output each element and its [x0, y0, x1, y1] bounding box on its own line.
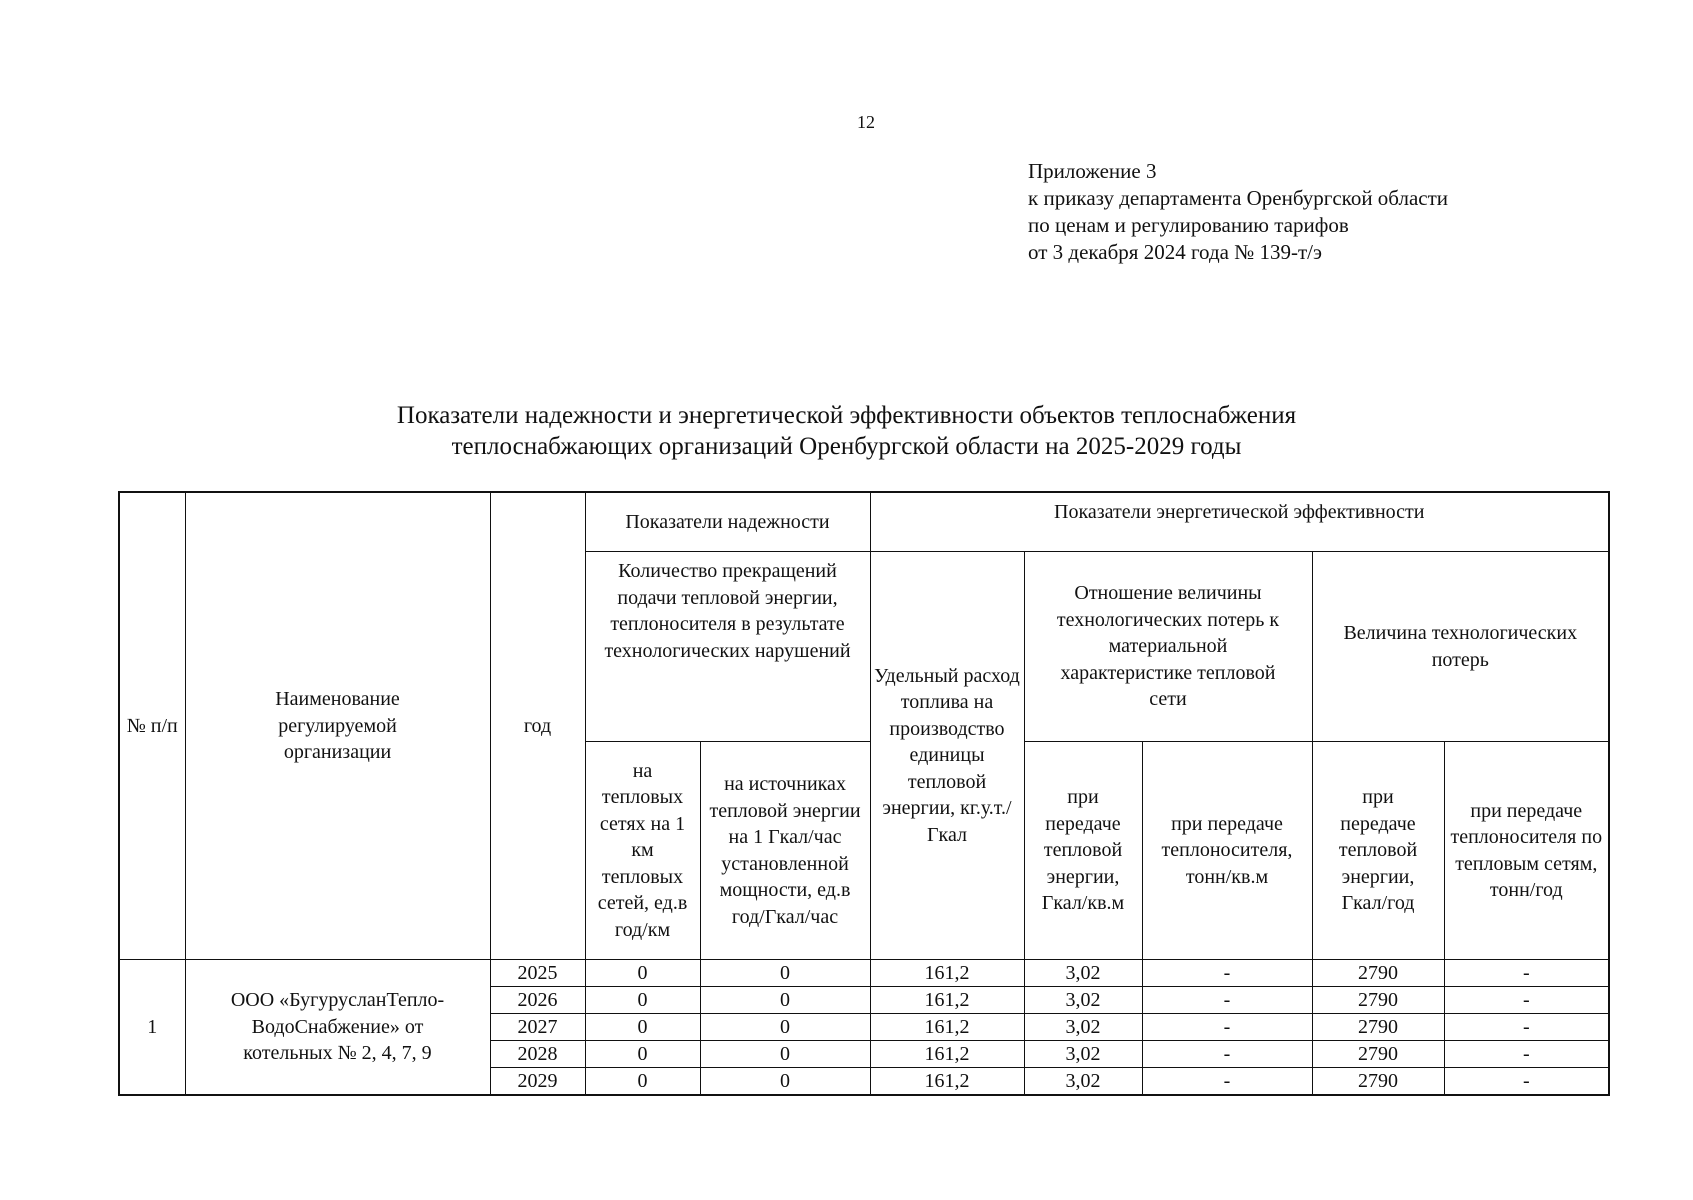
header-loss-ratio-carrier: при передаче теплоносителя, тонн/кв.м: [1142, 742, 1312, 960]
loss-ratio-carrier-cell: -: [1142, 987, 1312, 1014]
header-fuel: Удельный расход топлива на производство единицы тепловой энергии, кг.у.т./Гкал: [870, 552, 1024, 960]
loss-ratio-heat-cell: 3,02: [1024, 1014, 1142, 1041]
loss-ratio-carrier-cell: -: [1142, 960, 1312, 987]
year-cell: 2027: [490, 1014, 585, 1041]
loss-value-heat-cell: 2790: [1312, 987, 1444, 1014]
header-loss-ratio: Отношение величины технологических потерь к материальной характеристике тепловой сети: [1024, 552, 1312, 742]
loss-ratio-heat-cell: 3,02: [1024, 960, 1142, 987]
loss-ratio-carrier-cell: -: [1142, 1068, 1312, 1096]
appendix-line: от 3 декабря 2024 года № 139-т/э: [1028, 240, 1322, 264]
fuel-cell: 161,2: [870, 960, 1024, 987]
appendix-line: по ценам и регулированию тарифов: [1028, 213, 1349, 237]
loss-value-carrier-cell: -: [1444, 960, 1609, 987]
fuel-cell: 161,2: [870, 987, 1024, 1014]
header-stoppages: Количество прекращений подачи тепловой энергии, теплоносителя в результате технологических нарушений: [585, 552, 870, 742]
loss-value-heat-cell: 2790: [1312, 960, 1444, 987]
header-year: год: [490, 492, 585, 960]
loss-value-carrier-cell: -: [1444, 987, 1609, 1014]
org-name-cell: ООО «БугурусланТепло-ВодоСнабжение» от котельных № 2, 4, 7, 9: [185, 960, 490, 1096]
loss-value-heat-cell: 2790: [1312, 1041, 1444, 1068]
year-cell: 2026: [490, 987, 585, 1014]
title-line: Показатели надежности и энергетической эффективности объектов теплоснабжения: [396, 402, 1297, 429]
loss-ratio-carrier-cell: -: [1142, 1014, 1312, 1041]
header-efficiency: Показатели энергетической эффективности: [870, 492, 1609, 552]
stop-networks-cell: 0: [585, 1041, 700, 1068]
stop-sources-cell: 0: [700, 960, 870, 987]
appendix-line: к приказу департамента Оренбургской области: [1028, 186, 1448, 210]
appendix-block: [1028, 158, 1448, 266]
fuel-cell: 161,2: [870, 1068, 1024, 1096]
header-loss-value-carrier: при передаче теплоносителя по тепловым сетям, тонн/год: [1444, 742, 1609, 960]
loss-ratio-carrier-cell: -: [1142, 1041, 1312, 1068]
stop-sources-cell: 0: [700, 987, 870, 1014]
appendix-line: Приложение 3: [1028, 159, 1157, 183]
loss-value-carrier-cell: -: [1444, 1041, 1609, 1068]
table-row: [119, 960, 1609, 987]
header-loss-value-heat: при передаче тепловой энергии, Гкал/год: [1312, 742, 1444, 960]
indicators-table: [118, 491, 1610, 1096]
header-stop-sources: на источниках тепловой энергии на 1 Гкал/час установленной мощности, ед.в год/Гкал/час: [700, 742, 870, 960]
page-number: 12: [857, 112, 875, 132]
stop-sources-cell: 0: [700, 1041, 870, 1068]
fuel-cell: 161,2: [870, 1014, 1024, 1041]
header-loss-value: Величина технологических потерь: [1312, 552, 1609, 742]
org-number-cell: 1: [119, 960, 185, 1096]
document-title: [0, 400, 1693, 462]
stop-networks-cell: 0: [585, 960, 700, 987]
year-cell: 2028: [490, 1041, 585, 1068]
header-loss-ratio-heat: при передаче тепловой энергии, Гкал/кв.м: [1024, 742, 1142, 960]
header-reliability: Показатели надежности: [585, 492, 870, 552]
stop-sources-cell: 0: [700, 1014, 870, 1041]
title-line: теплоснабжающих организаций Оренбургской области на 2025-2029 годы: [451, 433, 1242, 460]
loss-value-carrier-cell: -: [1444, 1068, 1609, 1096]
stop-sources-cell: 0: [700, 1068, 870, 1096]
loss-ratio-heat-cell: 3,02: [1024, 987, 1142, 1014]
loss-ratio-heat-cell: 3,02: [1024, 1041, 1142, 1068]
loss-ratio-heat-cell: 3,02: [1024, 1068, 1142, 1096]
header-num: № п/п: [119, 492, 185, 960]
fuel-cell: 161,2: [870, 1041, 1024, 1068]
stop-networks-cell: 0: [585, 987, 700, 1014]
loss-value-heat-cell: 2790: [1312, 1014, 1444, 1041]
stop-networks-cell: 0: [585, 1068, 700, 1096]
loss-value-heat-cell: 2790: [1312, 1068, 1444, 1096]
year-cell: 2025: [490, 960, 585, 987]
header-stop-networks: на тепловых сетях на 1 км тепловых сетей, ед.в год/км: [585, 742, 700, 960]
stop-networks-cell: 0: [585, 1014, 700, 1041]
header-org: Наименование регулируемой организации: [185, 492, 490, 960]
loss-value-carrier-cell: -: [1444, 1014, 1609, 1041]
year-cell: 2029: [490, 1068, 585, 1096]
